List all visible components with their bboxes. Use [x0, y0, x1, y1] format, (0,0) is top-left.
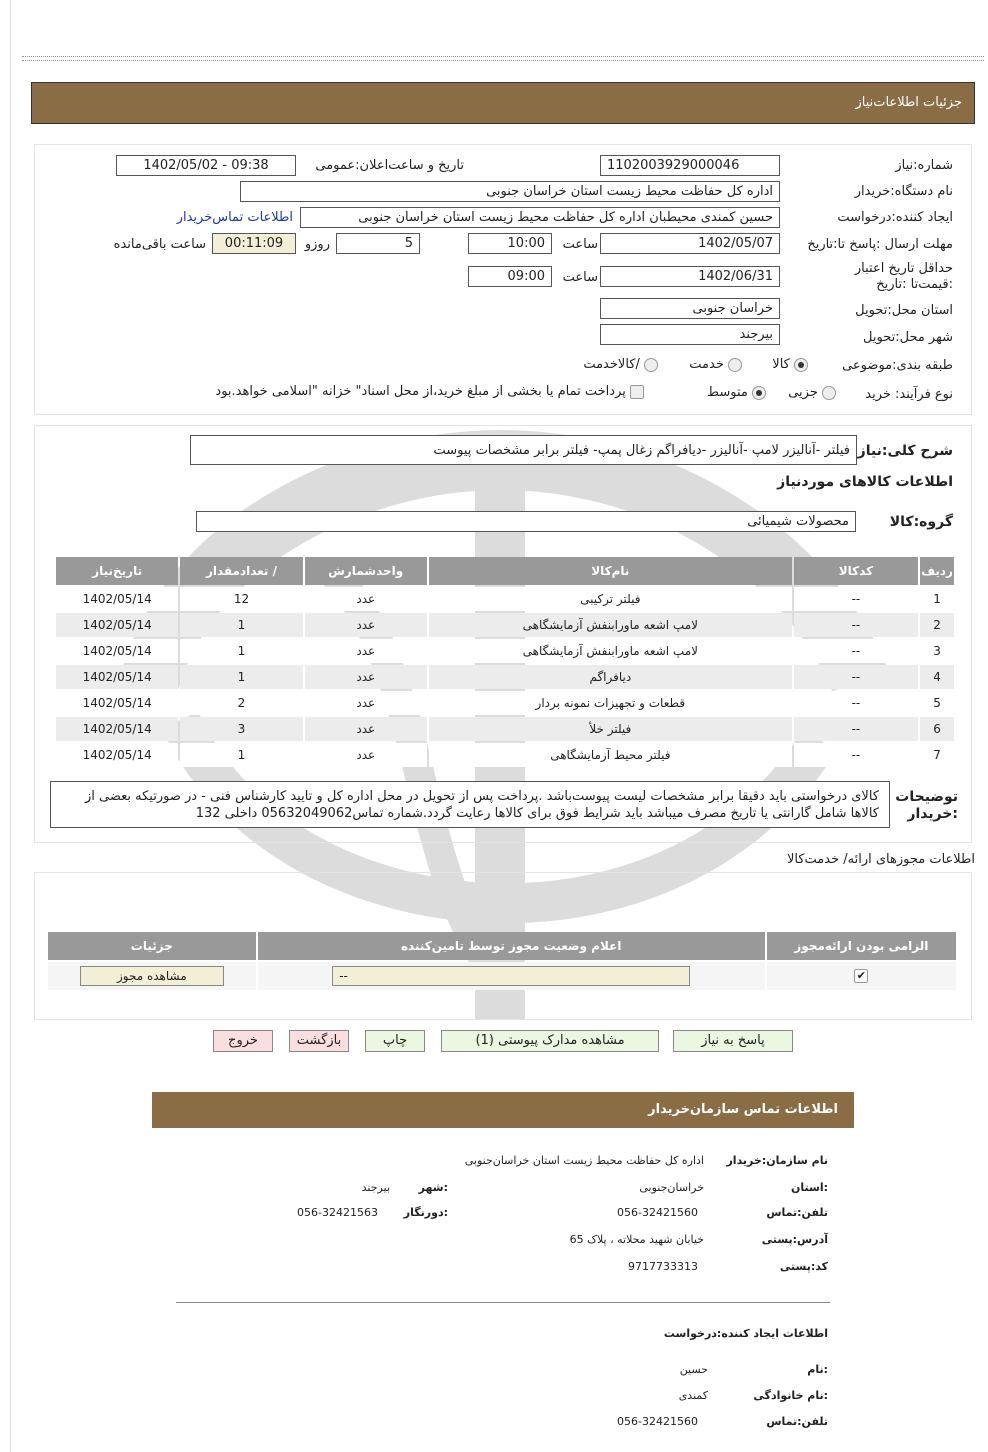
buyer-contact-link[interactable]: اطلاعات تماس‌خریدار — [176, 210, 293, 225]
category-both-label: /کالاخدمت — [583, 357, 640, 372]
buyer-org-label: نام دستگاه:خریدار — [854, 184, 953, 199]
item-unit-cell: عدد — [305, 665, 427, 689]
col-date: تاریخ‌نیاز — [56, 557, 178, 585]
checkbox-icon[interactable] — [630, 385, 644, 399]
table-row — [56, 717, 954, 741]
category-label: طبقه بندی:موضوعی — [842, 358, 953, 373]
item-name-cell: لامپ اشعه ماورابنفش آزمایشگاهی — [429, 639, 792, 663]
print-button[interactable]: چاپ — [365, 1030, 425, 1052]
col-qty: / تعدادمقدار — [180, 557, 302, 585]
creator-phone: 056-32421560 — [617, 1415, 698, 1428]
validity-date-field: 1402/06/31 — [600, 266, 780, 287]
process-partial-label: جزیی — [788, 385, 818, 400]
category-both-option[interactable] — [583, 357, 658, 372]
item-name-cell: لامپ اشعه ماورابنفش آزمایشگاهی — [429, 613, 792, 637]
item-code-cell: -- — [794, 691, 918, 715]
table-row — [56, 587, 954, 611]
process-medium-label: متوسط — [707, 385, 748, 400]
creator-label: ایجاد کننده:درخواست — [837, 210, 953, 225]
item-qty-cell: 12 — [180, 587, 302, 611]
col-unit: واحدشمارش — [305, 557, 427, 585]
remaining-label: ساعت باقی‌مانده — [113, 237, 206, 252]
contact-address-label: آدرس:پستی — [761, 1233, 828, 1246]
item-name-cell: فیلتر ترکیبی — [429, 587, 792, 611]
goods-info-heading: اطلاعات کالاهای موردنیاز — [777, 474, 953, 490]
item-code-cell: -- — [794, 639, 918, 663]
contact-phone: 056-32421560 — [617, 1206, 698, 1219]
checked-icon[interactable]: ✔ — [854, 969, 868, 983]
item-date-cell: 1402/05/14 — [56, 691, 178, 715]
contact-divider — [176, 1302, 830, 1303]
permits-table-header — [48, 932, 956, 960]
table-row — [56, 743, 954, 767]
creator-name: حسین — [679, 1363, 708, 1376]
contact-org: اداره کل حفاظت محیط زیست استان خراسان‌جنوبی — [464, 1154, 704, 1167]
buyer-notes-label: توضیحات :خریدار — [895, 789, 958, 822]
category-goods-label: کالا — [772, 357, 790, 372]
col-code: کدکالا — [794, 557, 918, 585]
validity-time-field: 09:00 — [468, 266, 552, 287]
item-date-cell: 1402/05/14 — [56, 717, 178, 741]
treasury-note: پرداخت تمام یا بخشی از مبلغ خرید،از محل اسناد" خزانه "اسلامی خواهد.بود — [215, 384, 626, 399]
items-table-header — [56, 557, 954, 585]
items-table — [54, 555, 956, 769]
category-service-option[interactable] — [689, 357, 742, 372]
creator-phone-label: تلفن:تماس — [766, 1415, 828, 1428]
item-date-cell: 1402/05/14 — [56, 639, 178, 663]
col-row: ردیف — [920, 557, 954, 585]
row-no-cell: 2 — [920, 613, 954, 637]
item-unit-cell: عدد — [305, 613, 427, 637]
process-partial-option[interactable] — [788, 385, 836, 400]
item-qty-cell: 3 — [180, 717, 302, 741]
item-name-cell: فیلتر خلأ — [429, 717, 792, 741]
desc-field: فیلتر -آنالیزر لامپ -آنالیزر -دیافراگم زغال پمپ- فیلتر برابر مشخصات پیوست — [190, 435, 857, 465]
col-required: الزامی بودن ارائه‌مجوز — [767, 932, 956, 960]
item-code-cell: -- — [794, 743, 918, 767]
row-no-cell: 5 — [920, 691, 954, 715]
treasury-option[interactable] — [215, 384, 644, 399]
item-unit-cell: عدد — [305, 587, 427, 611]
item-qty-cell: 1 — [180, 613, 302, 637]
need-no-label: شماره:نیاز — [895, 158, 953, 173]
radio-selected-icon[interactable] — [794, 358, 808, 372]
table-row — [56, 665, 954, 689]
item-code-cell: -- — [794, 587, 918, 611]
days-label: روزو — [304, 237, 330, 252]
item-qty-cell: 1 — [180, 665, 302, 689]
col-status: اعلام وضعیت مجوز توسط تامین‌کننده — [258, 932, 765, 960]
days-field: 5 — [336, 233, 420, 254]
validity-time-label: ساعت — [562, 270, 598, 285]
category-goods-option[interactable] — [772, 357, 808, 372]
item-name-cell: دیافراگم — [429, 665, 792, 689]
row-no-cell: 4 — [920, 665, 954, 689]
view-permit-button[interactable]: مشاهده مجوز — [80, 966, 224, 986]
need-no-field: 1102003929000046 — [600, 155, 780, 176]
process-medium-option[interactable] — [707, 385, 766, 400]
radio-empty-icon[interactable] — [644, 358, 658, 372]
city-label: شهر محل:تحویل — [863, 330, 953, 345]
contact-phone-label: تلفن:تماس — [766, 1206, 828, 1219]
col-details: جزئیات — [48, 932, 256, 960]
radio-selected-icon[interactable] — [752, 386, 766, 400]
status-field: -- — [332, 966, 690, 986]
item-date-cell: 1402/05/14 — [56, 587, 178, 611]
buyer-notes-field: کالای درخواستی باید دقیقا برابر مشخصات لیست پیوست‌باشد .پرداخت پس از تحویل در محل اداره کل و تایید کارشناس فنی - در صورتیکه بعضی از کالاها شامل گارانتی یا تاریخ مصرف میباشد باید شرایط فوق برای کالاها رعایت گردد.شماره تماس05632049062 داخلی 132 — [50, 781, 890, 828]
deadline-date-field: 1402/05/07 — [600, 233, 780, 254]
creator-info-title: اطلاعات ایجاد کننده:درخواست — [663, 1327, 828, 1340]
contact-address: خیابان شهید محلاته ، پلاک 65 — [569, 1233, 704, 1246]
item-unit-cell: عدد — [305, 639, 427, 663]
process-label: نوع فرآیند: خرید — [865, 387, 953, 402]
row-no-cell: 6 — [920, 717, 954, 741]
table-row — [56, 613, 954, 637]
creator-field: حسین کمندی محیطبان اداره کل حفاظت محیط زیست استان خراسان جنوبی — [300, 207, 780, 228]
item-unit-cell: عدد — [305, 691, 427, 715]
remaining-timer: 00:11:09 — [212, 233, 296, 254]
creator-family-label: :نام خانوادگی — [753, 1389, 828, 1402]
group-label: گروه:کالا — [889, 514, 953, 530]
creator-name-label: :نام — [807, 1363, 828, 1376]
item-code-cell: -- — [794, 665, 918, 689]
contact-city: بیرجند — [361, 1181, 390, 1194]
row-no-cell: 3 — [920, 639, 954, 663]
announce-field: 1402/05/02 - 09:38 — [116, 155, 296, 176]
contact-fax: 056-32421563 — [297, 1206, 378, 1219]
province-label: استان محل:تحویل — [855, 303, 953, 318]
contact-org-label: نام سازمان:خریدار — [726, 1154, 828, 1167]
group-field: محصولات شیمیائی — [196, 511, 856, 532]
item-code-cell: -- — [794, 717, 918, 741]
table-row — [56, 691, 954, 715]
buyer-org-field: اداره کل حفاظت محیط زیست استان خراسان جنوبی — [240, 181, 780, 202]
top-divider — [22, 56, 984, 61]
radio-empty-icon[interactable] — [822, 386, 836, 400]
item-code-cell: -- — [794, 613, 918, 637]
contact-title: اطلاعات تماس سازمان‌خریدار — [648, 1102, 838, 1117]
province-field: خراسان جنوبی — [600, 298, 780, 319]
item-name-cell: فیلتر محیط آزمایشگاهی — [429, 743, 792, 767]
breadcrumb[interactable]: جزئیات اطلاعات‌نیاز — [855, 95, 962, 110]
deadline-label: مهلت ارسال :پاسخ تا:تاریخ — [807, 237, 953, 252]
reply-button[interactable]: پاسخ به نیاز — [673, 1030, 793, 1052]
table-row — [56, 639, 954, 663]
required-cell — [767, 962, 956, 990]
row-no-cell: 7 — [920, 743, 954, 767]
contact-province-label: :استان — [791, 1181, 828, 1194]
page-header — [31, 82, 975, 124]
item-unit-cell: عدد — [305, 743, 427, 767]
creator-family: کمندی — [678, 1389, 708, 1402]
item-unit-cell: عدد — [305, 717, 427, 741]
item-date-cell: 1402/05/14 — [56, 613, 178, 637]
contact-header — [152, 1092, 854, 1128]
item-date-cell: 1402/05/14 — [56, 743, 178, 767]
item-qty-cell: 1 — [180, 639, 302, 663]
permits-title: اطلاعات مجوزهای ارائه/ خدمت‌کالا — [786, 852, 975, 867]
desc-label: شرح کلی:نیاز — [857, 443, 953, 459]
view-docs-button[interactable]: مشاهده مدارک پیوستی (1) — [441, 1030, 659, 1052]
permits-row — [48, 962, 956, 990]
item-date-cell: 1402/05/14 — [56, 665, 178, 689]
category-service-label: خدمت — [689, 357, 724, 372]
contact-province: خراسان‌جنوبی — [639, 1181, 704, 1194]
validity-label: حداقل تاریخ اعتبار :قیمت‌تا :تاریخ — [854, 261, 953, 292]
radio-empty-icon[interactable] — [728, 358, 742, 372]
page-left-rule — [10, 0, 11, 1452]
deadline-time-label: ساعت — [562, 237, 598, 252]
contact-postal: 9717733313 — [628, 1260, 698, 1273]
contact-fax-label: :دورنگار — [403, 1206, 448, 1219]
col-name: نام‌کالا — [429, 557, 792, 585]
details-cell — [48, 962, 256, 990]
permits-table — [46, 930, 958, 992]
row-no-cell: 1 — [920, 587, 954, 611]
status-cell — [258, 962, 765, 990]
back-button[interactable]: بازگشت — [289, 1030, 349, 1052]
deadline-time-field: 10:00 — [468, 233, 552, 254]
exit-button[interactable]: خروج — [213, 1030, 273, 1052]
contact-postal-label: کد:پستی — [779, 1260, 828, 1273]
item-name-cell: قطعات و تجهیزات نمونه بردار — [429, 691, 792, 715]
announce-label: تاریخ و ساعت‌اعلان:عمومی — [315, 158, 464, 173]
contact-city-label: :شهر — [418, 1181, 448, 1194]
item-qty-cell: 1 — [180, 743, 302, 767]
item-qty-cell: 2 — [180, 691, 302, 715]
city-field: بیرجند — [600, 324, 780, 345]
